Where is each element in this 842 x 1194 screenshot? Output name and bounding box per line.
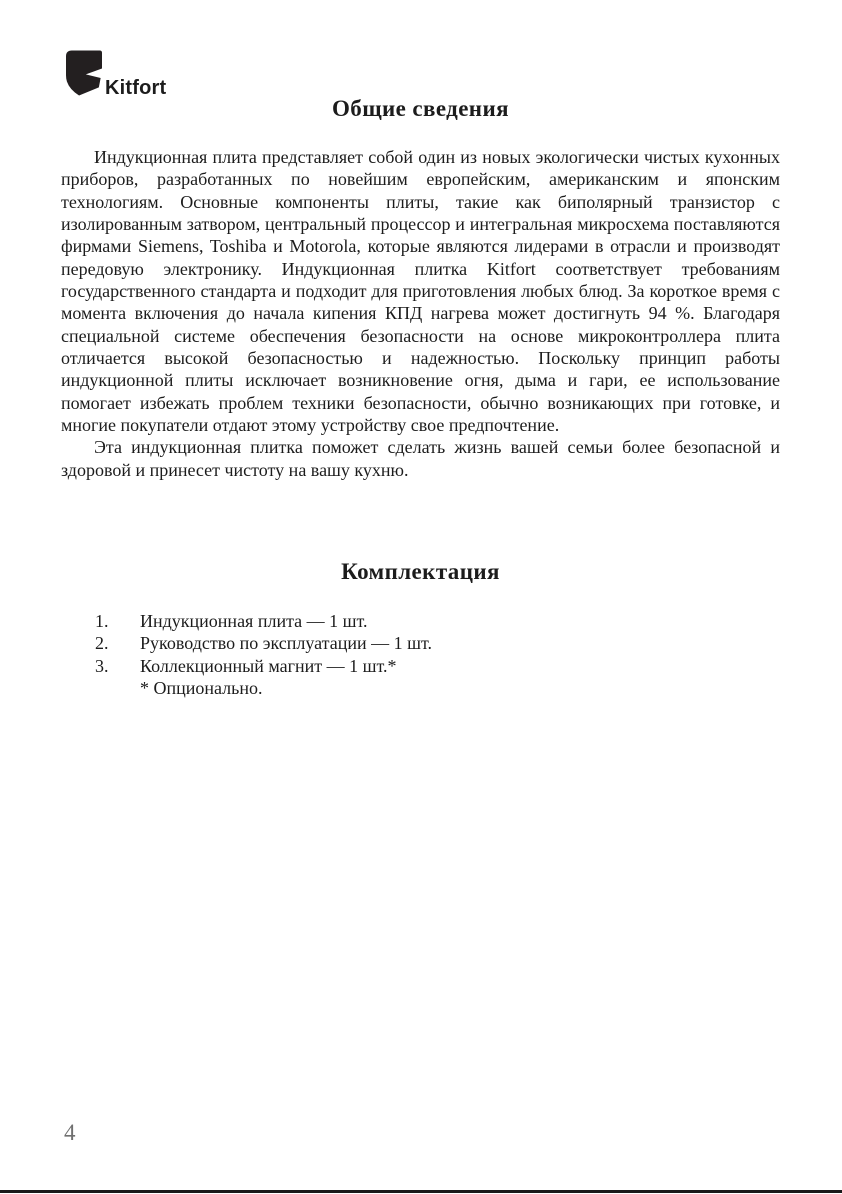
list-item-number: 2. — [95, 633, 109, 654]
brand-wordmark: Kitfort — [105, 77, 167, 99]
list-item — [95, 632, 715, 654]
list-footnote: * Опционально. — [140, 678, 263, 699]
kitfort-logo — [66, 50, 167, 99]
list-item-text: Коллекционный магнит — 1 шт.* — [140, 655, 397, 676]
page-bottom-edge — [0, 1190, 842, 1193]
kitfort-logo-icon — [66, 50, 102, 96]
list-item-text: Руководство по эксплуатации — 1 шт. — [140, 633, 432, 654]
section-title-general: Общие сведения — [332, 96, 509, 121]
page-number: 4 — [64, 1120, 76, 1145]
general-section-text — [61, 146, 780, 481]
section-title-contents: Комплектация — [341, 559, 500, 584]
list-item — [95, 610, 715, 632]
list-item-text: Индукционная плита — 1 шт. — [140, 611, 368, 631]
general-paragraph-1: Индукционная плита представляет собой один из новых экологически чистых кухонных приборов, разработанных по новейшим европейским, американским и японским технологиям. Основные компоненты плиты, такие как биполярный транзистор с изолированным затвором, центральный процессор и интегральная микросхема поставляются фирмами Siemens, Toshiba и Motorola, которые являются лидерами в отрасли и производят передовую электронику. Индукционная плитка Kitfort соответствует требованиям государственного стандарта и подходит для приготовления любых блюд. За короткое время с момента включения до начала кипения КПД нагрева может достигнуть 94 %. Благодаря специальной системе обеспечения безопасности на основе микроконтроллера плита отличается высокой безопасностью и надежностью. Поскольку принцип работы индукционной плиты исключает возникновение огня, дыма и гари, ее использование помогает избежать проблем техники безопасности, обычно возникающих при готовке, и многие покупатели отдают этому устройству свое предпочтение. — [61, 147, 780, 436]
package-contents-list — [95, 610, 715, 700]
list-item-number: 3. — [95, 655, 109, 676]
list-item — [95, 655, 715, 677]
general-paragraph-2: Эта индукционная плитка поможет сделать жизнь вашей семьи более безопасной и здоровой и принесет чистоту на вашу кухню. — [61, 437, 780, 480]
list-item-number: 1. — [95, 611, 109, 631]
